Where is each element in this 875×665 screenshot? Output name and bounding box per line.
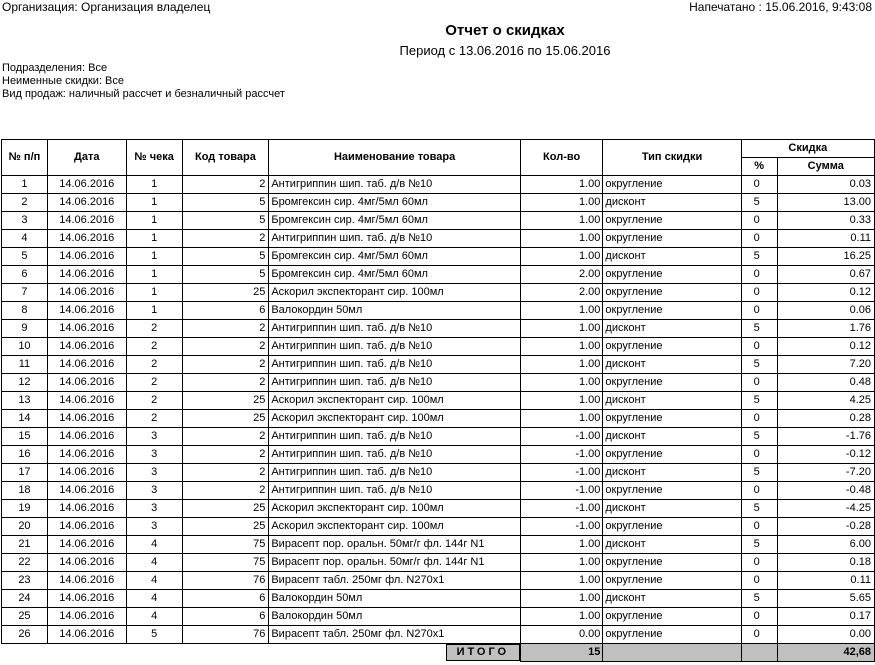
cell-discount-type: округление (603, 176, 741, 194)
cell-date: 14.06.2016 (47, 500, 126, 518)
cell-receipt: 4 (126, 536, 182, 554)
cell-num: 26 (2, 626, 48, 644)
report-title: Отчет о скидках (445, 22, 565, 39)
cell-num: 22 (2, 554, 48, 572)
table-row (2, 536, 875, 554)
cell-date: 14.06.2016 (47, 320, 126, 338)
table-row (2, 608, 875, 626)
cell-code: 5 (182, 266, 269, 284)
cell-product-name: Бромгексин сир. 4мг/5мл 60мл (269, 248, 521, 266)
cell-date: 14.06.2016 (47, 482, 126, 500)
cell-discount-type: дисконт (603, 356, 741, 374)
report-period: Период с 13.06.2016 по 15.06.2016 (399, 43, 611, 58)
cell-discount-type: округление (603, 410, 741, 428)
cell-product-name: Аскорил экспекторант сир. 100мл (269, 392, 521, 410)
cell-percent: 0 (741, 338, 777, 356)
cell-product-name: Аскорил экспекторант сир. 100мл (269, 500, 521, 518)
cell-receipt: 2 (126, 410, 182, 428)
cell-product-name: Антигриппин шип. таб. д/в №10 (269, 338, 521, 356)
discount-report-table (1, 139, 875, 662)
cell-receipt: 3 (126, 446, 182, 464)
cell-code: 2 (182, 338, 269, 356)
cell-code: 75 (182, 536, 269, 554)
cell-qty: 1.00 (520, 338, 603, 356)
cell-percent: 5 (741, 500, 777, 518)
cell-receipt: 4 (126, 608, 182, 626)
cell-num: 17 (2, 464, 48, 482)
cell-discount-type: дисконт (603, 500, 741, 518)
cell-num: 8 (2, 302, 48, 320)
cell-percent: 5 (741, 536, 777, 554)
cell-discount-type: округление (603, 374, 741, 392)
table-row (2, 320, 875, 338)
cell-product-name: Антигриппин шип. таб. д/в №10 (269, 320, 521, 338)
header-type: Тип скидки (603, 140, 741, 176)
cell-percent: 0 (741, 446, 777, 464)
cell-code: 5 (182, 248, 269, 266)
totals-label-cell (269, 644, 521, 662)
cell-qty: 1.00 (520, 608, 603, 626)
cell-discount-type: округление (603, 302, 741, 320)
cell-date: 14.06.2016 (47, 230, 126, 248)
cell-num: 3 (2, 212, 48, 230)
table-row (2, 518, 875, 536)
cell-percent: 0 (741, 410, 777, 428)
cell-date: 14.06.2016 (47, 392, 126, 410)
cell-code: 6 (182, 608, 269, 626)
cell-discount-type: округление (603, 266, 741, 284)
cell-percent: 0 (741, 284, 777, 302)
cell-product-name: Антигриппин шип. таб. д/в №10 (269, 230, 521, 248)
cell-percent: 0 (741, 626, 777, 644)
cell-percent: 0 (741, 554, 777, 572)
cell-discount-type: округление (603, 338, 741, 356)
cell-sum: 0.03 (777, 176, 874, 194)
cell-product-name: Антигриппин шип. таб. д/в №10 (269, 374, 521, 392)
filter-departments: Подразделения: Все (2, 62, 108, 74)
cell-qty: 1.00 (520, 572, 603, 590)
cell-sum: -7.20 (777, 464, 874, 482)
cell-percent: 5 (741, 248, 777, 266)
cell-code: 2 (182, 176, 269, 194)
totals-sum: 42,68 (777, 644, 874, 662)
cell-code: 2 (182, 464, 269, 482)
cell-date: 14.06.2016 (47, 302, 126, 320)
cell-percent: 0 (741, 266, 777, 284)
cell-num: 4 (2, 230, 48, 248)
cell-receipt: 2 (126, 374, 182, 392)
header-qty: Кол-во (520, 140, 603, 176)
cell-code: 2 (182, 428, 269, 446)
cell-product-name: Антигриппин шип. таб. д/в №10 (269, 446, 521, 464)
cell-product-name: Антигриппин шип. таб. д/в №10 (269, 482, 521, 500)
cell-qty: 1.00 (520, 302, 603, 320)
cell-sum: -0.12 (777, 446, 874, 464)
header-receipt: № чека (126, 140, 182, 176)
table-row (2, 464, 875, 482)
cell-discount-type: дисконт (603, 392, 741, 410)
table-row (2, 482, 875, 500)
cell-receipt: 3 (126, 482, 182, 500)
cell-percent: 0 (741, 572, 777, 590)
cell-percent: 0 (741, 212, 777, 230)
cell-receipt: 1 (126, 212, 182, 230)
cell-product-name: Вирасепт пор. оральн. 50мг/г фл. 144г N1 (269, 554, 521, 572)
cell-receipt: 1 (126, 248, 182, 266)
table-row (2, 338, 875, 356)
header-num: № п/п (2, 140, 48, 176)
cell-receipt: 3 (126, 518, 182, 536)
cell-product-name: Аскорил экспекторант сир. 100мл (269, 284, 521, 302)
cell-receipt: 4 (126, 572, 182, 590)
cell-code: 2 (182, 482, 269, 500)
table-row (2, 194, 875, 212)
cell-qty: 1.00 (520, 176, 603, 194)
cell-date: 14.06.2016 (47, 248, 126, 266)
cell-sum: 6.00 (777, 536, 874, 554)
cell-date: 14.06.2016 (47, 554, 126, 572)
cell-discount-type: округление (603, 446, 741, 464)
cell-qty: 1.00 (520, 320, 603, 338)
header-discount: Скидка (741, 140, 874, 158)
cell-qty: 1.00 (520, 590, 603, 608)
cell-discount-type: округление (603, 626, 741, 644)
table-row (2, 374, 875, 392)
cell-percent: 0 (741, 176, 777, 194)
cell-discount-type: дисконт (603, 248, 741, 266)
cell-qty: -1.00 (520, 500, 603, 518)
cell-product-name: Аскорил экспекторант сир. 100мл (269, 410, 521, 428)
cell-discount-type: округление (603, 230, 741, 248)
cell-num: 18 (2, 482, 48, 500)
cell-discount-type: округление (603, 482, 741, 500)
cell-num: 23 (2, 572, 48, 590)
cell-num: 16 (2, 446, 48, 464)
cell-qty: -1.00 (520, 428, 603, 446)
cell-sum: 0.48 (777, 374, 874, 392)
cell-discount-type: округление (603, 572, 741, 590)
cell-discount-type: округление (603, 284, 741, 302)
cell-code: 2 (182, 320, 269, 338)
cell-qty: 1.00 (520, 410, 603, 428)
cell-percent: 5 (741, 464, 777, 482)
cell-code: 25 (182, 392, 269, 410)
cell-percent: 5 (741, 428, 777, 446)
cell-product-name: Антигриппин шип. таб. д/в №10 (269, 464, 521, 482)
table-row (2, 356, 875, 374)
cell-product-name: Аскорил экспекторант сир. 100мл (269, 518, 521, 536)
header-date: Дата (47, 140, 126, 176)
cell-sum: 0.28 (777, 410, 874, 428)
cell-receipt: 1 (126, 284, 182, 302)
cell-qty: 1.00 (520, 536, 603, 554)
cell-num: 9 (2, 320, 48, 338)
cell-percent: 0 (741, 230, 777, 248)
table-row (2, 302, 875, 320)
cell-num: 13 (2, 392, 48, 410)
cell-code: 5 (182, 194, 269, 212)
header-name: Наименование товара (269, 140, 521, 176)
cell-date: 14.06.2016 (47, 626, 126, 644)
cell-date: 14.06.2016 (47, 356, 126, 374)
cell-num: 20 (2, 518, 48, 536)
cell-receipt: 1 (126, 302, 182, 320)
cell-product-name: Вирасепт табл. 250мг фл. N270x1 (269, 572, 521, 590)
cell-qty: 2.00 (520, 284, 603, 302)
cell-code: 2 (182, 446, 269, 464)
table-row (2, 212, 875, 230)
cell-qty: -1.00 (520, 446, 603, 464)
cell-receipt: 1 (126, 194, 182, 212)
cell-sum: 0.12 (777, 284, 874, 302)
cell-num: 2 (2, 194, 48, 212)
cell-code: 25 (182, 518, 269, 536)
cell-receipt: 2 (126, 320, 182, 338)
cell-qty: 1.00 (520, 392, 603, 410)
cell-date: 14.06.2016 (47, 374, 126, 392)
cell-date: 14.06.2016 (47, 446, 126, 464)
cell-product-name: Антигриппин шип. таб. д/в №10 (269, 356, 521, 374)
cell-date: 14.06.2016 (47, 536, 126, 554)
cell-product-name: Валокордин 50мл (269, 608, 521, 626)
cell-date: 14.06.2016 (47, 410, 126, 428)
cell-percent: 5 (741, 320, 777, 338)
cell-percent: 5 (741, 356, 777, 374)
table-row (2, 446, 875, 464)
totals-qty: 15 (520, 644, 603, 662)
cell-qty: 1.00 (520, 554, 603, 572)
cell-num: 25 (2, 608, 48, 626)
cell-product-name: Валокордин 50мл (269, 302, 521, 320)
cell-qty: -1.00 (520, 482, 603, 500)
cell-product-name: Антигриппин шип. таб. д/в №10 (269, 176, 521, 194)
cell-sum: 0.67 (777, 266, 874, 284)
cell-sum: 0.00 (777, 626, 874, 644)
cell-code: 2 (182, 230, 269, 248)
cell-percent: 5 (741, 392, 777, 410)
cell-code: 76 (182, 626, 269, 644)
cell-receipt: 1 (126, 176, 182, 194)
cell-product-name: Бромгексин сир. 4мг/5мл 60мл (269, 212, 521, 230)
cell-discount-type: дисконт (603, 464, 741, 482)
cell-sum: 5.65 (777, 590, 874, 608)
table-row (2, 410, 875, 428)
cell-percent: 0 (741, 518, 777, 536)
totals-pct-blank (741, 644, 777, 662)
cell-product-name: Вирасепт табл. 250мг фл. N270x1 (269, 626, 521, 644)
cell-discount-type: округление (603, 608, 741, 626)
cell-product-name: Бромгексин сир. 4мг/5мл 60мл (269, 266, 521, 284)
cell-sum: -4.25 (777, 500, 874, 518)
cell-product-name: Вирасепт пор. оральн. 50мг/г фл. 144г N1 (269, 536, 521, 554)
cell-qty: 1.00 (520, 212, 603, 230)
cell-discount-type: округление (603, 212, 741, 230)
cell-date: 14.06.2016 (47, 428, 126, 446)
cell-sum: 7.20 (777, 356, 874, 374)
filter-sale-type: Вид продаж: наличный рассчет и безналичный рассчет (2, 88, 285, 100)
cell-num: 21 (2, 536, 48, 554)
cell-discount-type: дисконт (603, 536, 741, 554)
cell-sum: -0.48 (777, 482, 874, 500)
cell-discount-type: дисконт (603, 428, 741, 446)
table-row (2, 392, 875, 410)
cell-qty: 2.00 (520, 266, 603, 284)
filter-unnamed-discounts: Неименные скидки: Все (2, 75, 125, 87)
table-row (2, 284, 875, 302)
cell-percent: 0 (741, 608, 777, 626)
cell-receipt: 2 (126, 338, 182, 356)
cell-sum: 0.33 (777, 212, 874, 230)
cell-code: 25 (182, 500, 269, 518)
cell-qty: 1.00 (520, 230, 603, 248)
cell-receipt: 5 (126, 626, 182, 644)
cell-sum: 0.18 (777, 554, 874, 572)
cell-receipt: 3 (126, 428, 182, 446)
totals-spacer (2, 644, 269, 662)
cell-qty: 0.00 (520, 626, 603, 644)
cell-num: 1 (2, 176, 48, 194)
organization-label: Организация: Организация владелец (2, 0, 211, 14)
cell-date: 14.06.2016 (47, 284, 126, 302)
cell-code: 5 (182, 212, 269, 230)
cell-qty: -1.00 (520, 464, 603, 482)
cell-qty: 1.00 (520, 248, 603, 266)
table-row (2, 500, 875, 518)
cell-discount-type: дисконт (603, 320, 741, 338)
cell-sum: 13.00 (777, 194, 874, 212)
cell-receipt: 3 (126, 464, 182, 482)
cell-num: 7 (2, 284, 48, 302)
table-row (2, 554, 875, 572)
cell-code: 2 (182, 374, 269, 392)
cell-sum: 0.12 (777, 338, 874, 356)
totals-row (2, 644, 875, 662)
cell-qty: 1.00 (520, 356, 603, 374)
cell-sum: 0.11 (777, 230, 874, 248)
table-row (2, 176, 875, 194)
cell-code: 25 (182, 284, 269, 302)
header-code: Код товара (182, 140, 269, 176)
cell-date: 14.06.2016 (47, 194, 126, 212)
cell-date: 14.06.2016 (47, 212, 126, 230)
cell-sum: 0.17 (777, 608, 874, 626)
cell-sum: -1.76 (777, 428, 874, 446)
cell-percent: 0 (741, 302, 777, 320)
table-header-row (2, 140, 875, 158)
cell-product-name: Антигриппин шип. таб. д/в №10 (269, 428, 521, 446)
cell-percent: 5 (741, 194, 777, 212)
cell-code: 6 (182, 590, 269, 608)
table-row (2, 590, 875, 608)
cell-code: 6 (182, 302, 269, 320)
cell-num: 12 (2, 374, 48, 392)
cell-receipt: 1 (126, 266, 182, 284)
cell-sum: 0.06 (777, 302, 874, 320)
cell-date: 14.06.2016 (47, 572, 126, 590)
cell-receipt: 3 (126, 500, 182, 518)
cell-receipt: 4 (126, 590, 182, 608)
cell-date: 14.06.2016 (47, 590, 126, 608)
cell-receipt: 1 (126, 230, 182, 248)
cell-num: 19 (2, 500, 48, 518)
cell-code: 76 (182, 572, 269, 590)
header-percent: % (741, 158, 777, 176)
header-sum: Сумма (777, 158, 874, 176)
cell-sum: 4.25 (777, 392, 874, 410)
cell-percent: 0 (741, 374, 777, 392)
cell-qty: 1.00 (520, 194, 603, 212)
cell-code: 25 (182, 410, 269, 428)
cell-num: 14 (2, 410, 48, 428)
totals-label: ИТОГО (446, 644, 520, 661)
cell-num: 5 (2, 248, 48, 266)
cell-date: 14.06.2016 (47, 338, 126, 356)
table-row (2, 428, 875, 446)
cell-date: 14.06.2016 (47, 266, 126, 284)
cell-receipt: 4 (126, 554, 182, 572)
cell-num: 10 (2, 338, 48, 356)
totals-type-blank (603, 644, 741, 662)
cell-percent: 5 (741, 590, 777, 608)
table-row (2, 248, 875, 266)
cell-num: 6 (2, 266, 48, 284)
cell-date: 14.06.2016 (47, 608, 126, 626)
cell-num: 24 (2, 590, 48, 608)
table-row (2, 572, 875, 590)
cell-date: 14.06.2016 (47, 464, 126, 482)
cell-discount-type: округление (603, 518, 741, 536)
cell-discount-type: округление (603, 554, 741, 572)
cell-code: 75 (182, 554, 269, 572)
cell-discount-type: дисконт (603, 194, 741, 212)
table-row (2, 266, 875, 284)
cell-num: 15 (2, 428, 48, 446)
cell-code: 2 (182, 356, 269, 374)
cell-receipt: 2 (126, 392, 182, 410)
cell-qty: 1.00 (520, 374, 603, 392)
cell-percent: 0 (741, 482, 777, 500)
cell-sum: 1.76 (777, 320, 874, 338)
cell-sum: -0.28 (777, 518, 874, 536)
cell-receipt: 2 (126, 356, 182, 374)
table-row (2, 626, 875, 644)
cell-sum: 0.11 (777, 572, 874, 590)
cell-num: 11 (2, 356, 48, 374)
cell-product-name: Бромгексин сир. 4мг/5мл 60мл (269, 194, 521, 212)
cell-product-name: Валокордин 50мл (269, 590, 521, 608)
table-row (2, 230, 875, 248)
cell-qty: -1.00 (520, 518, 603, 536)
cell-discount-type: дисконт (603, 590, 741, 608)
cell-date: 14.06.2016 (47, 176, 126, 194)
printed-timestamp: Напечатано : 15.06.2016, 9:43:08 (689, 0, 872, 14)
cell-date: 14.06.2016 (47, 518, 126, 536)
cell-sum: 16.25 (777, 248, 874, 266)
